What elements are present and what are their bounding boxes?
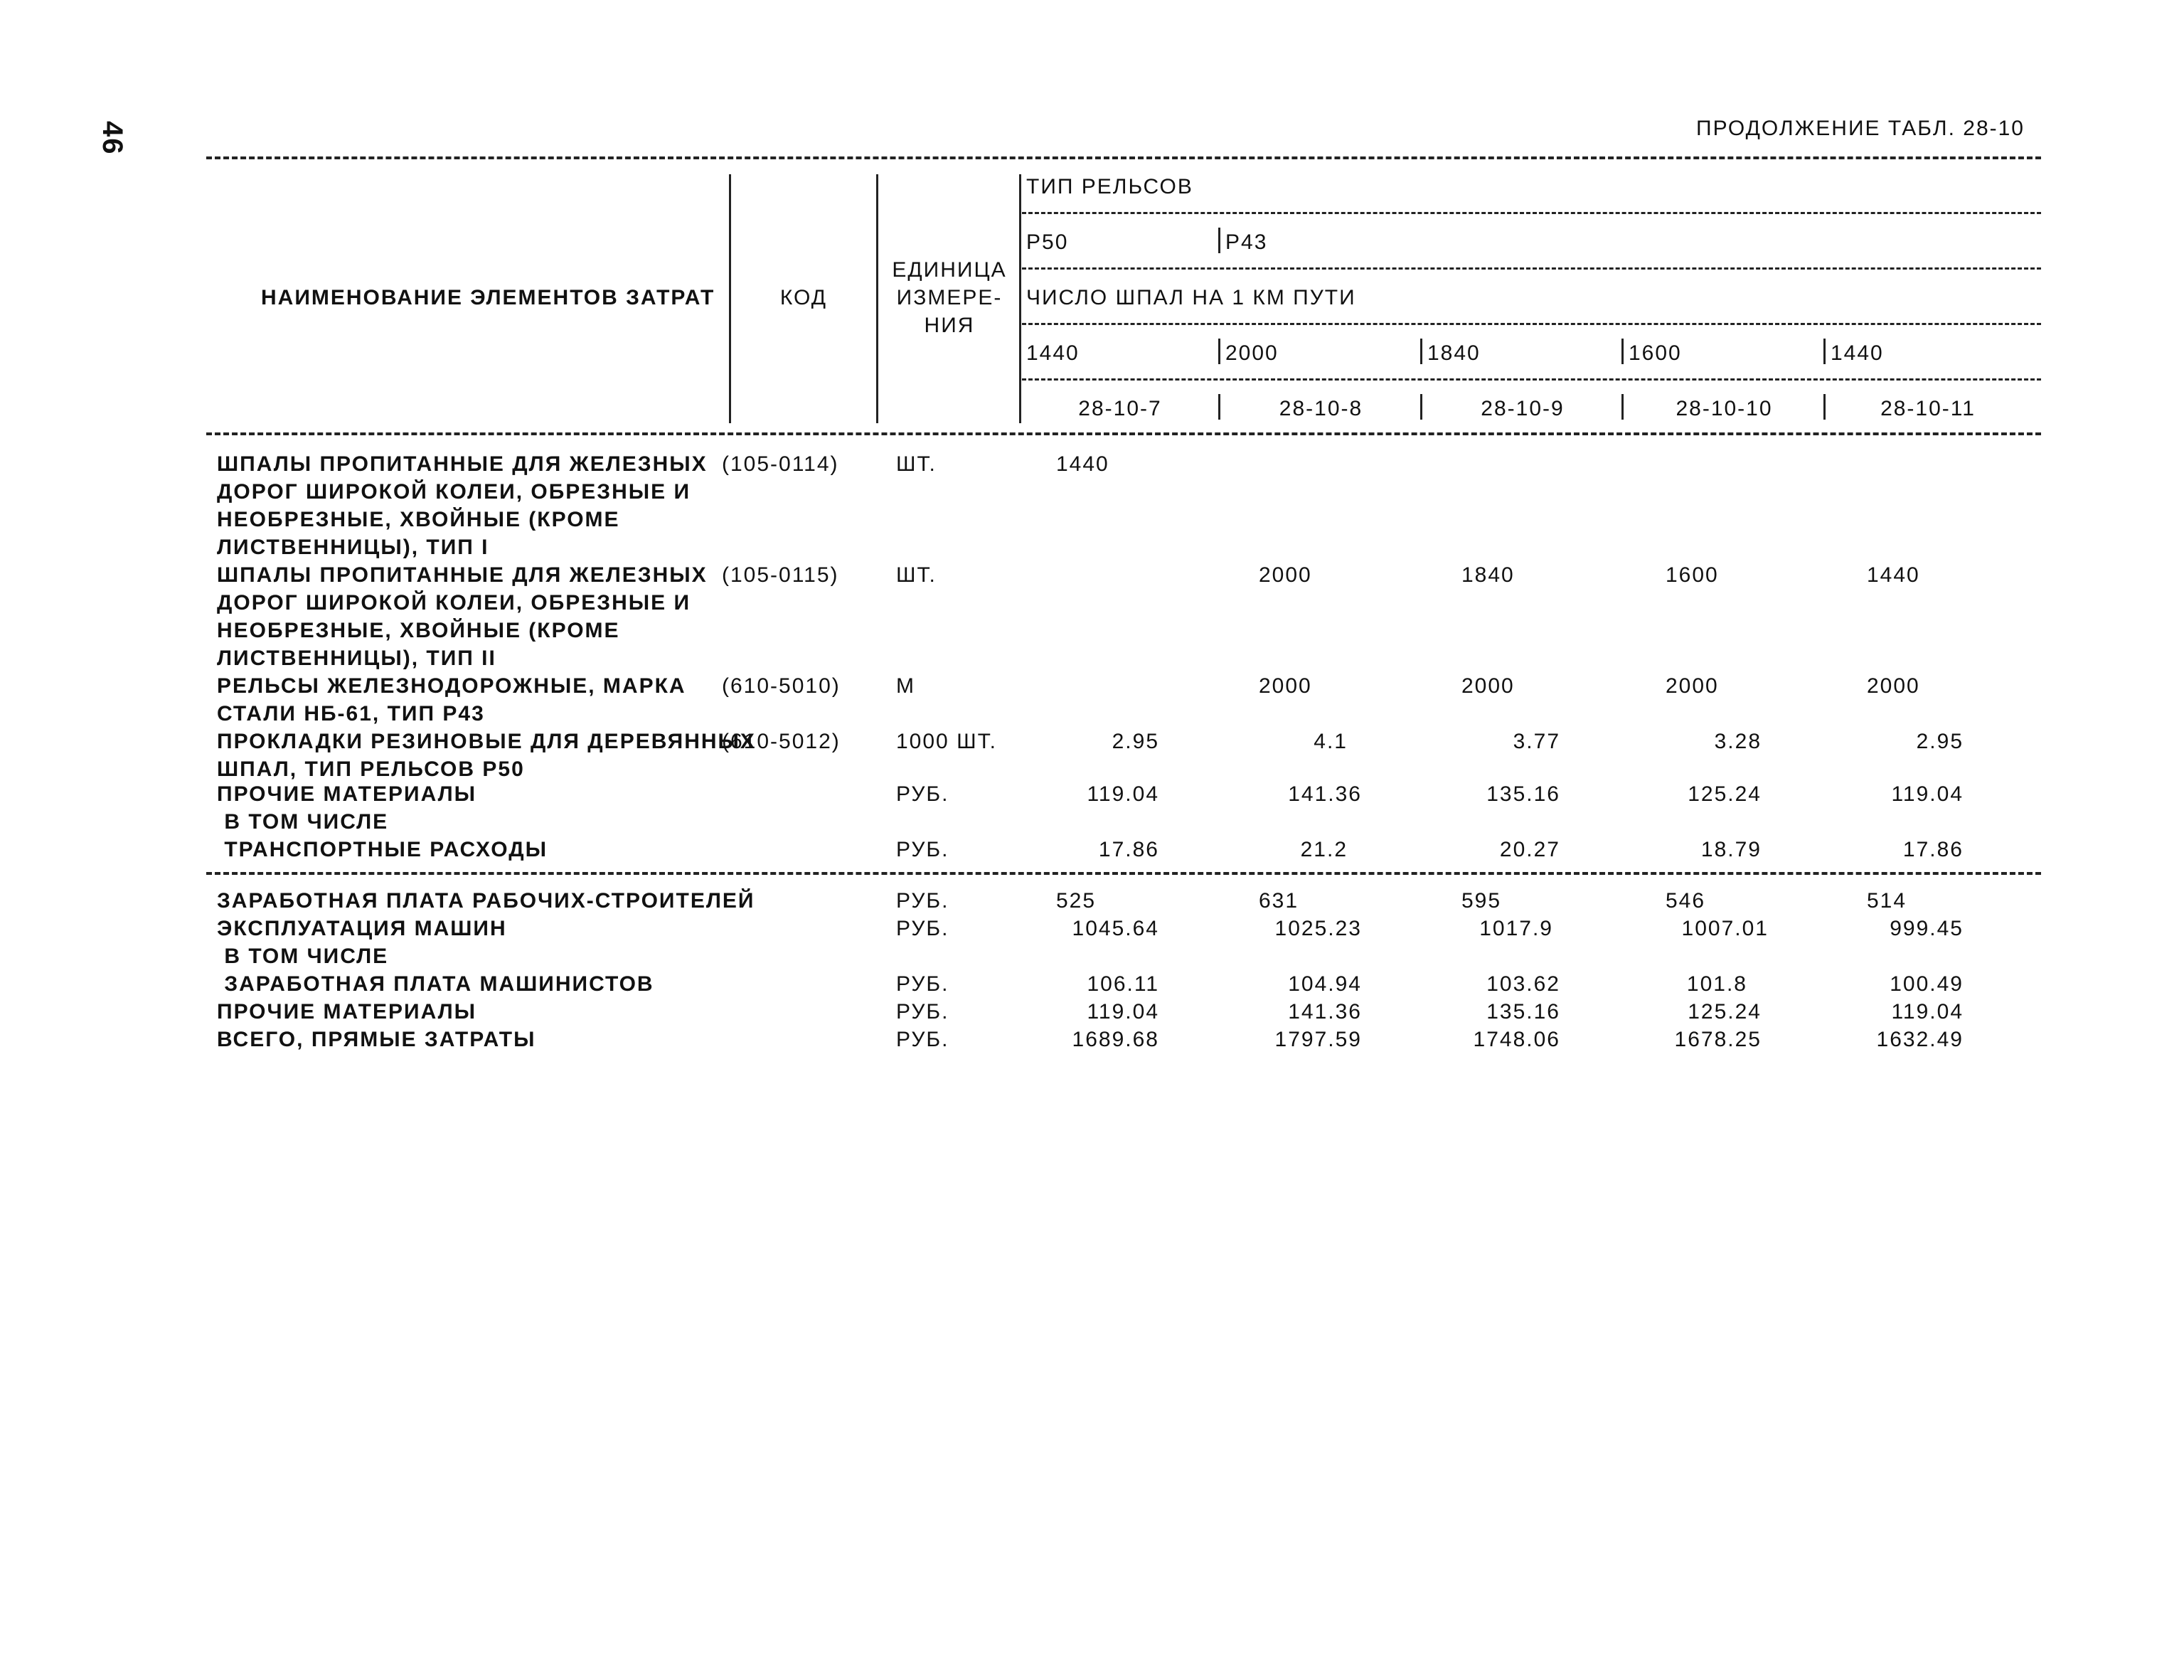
header-unit-line: ИЗМЕРЕ- (896, 286, 1003, 309)
cell-value: 2000 (1259, 674, 1312, 698)
item-name-line: НЕОБРЕЗНЫЕ, ХВОЙНЫЕ (КРОМЕ (217, 619, 620, 642)
column-code: 28-10-8 (1279, 397, 1363, 420)
cell-value: 4.1 (1314, 730, 1348, 753)
cell-value: 119.04 (1087, 1000, 1159, 1024)
cell-value: 546 (1666, 889, 1706, 913)
item-code: (105-0114) (722, 452, 839, 476)
cell-value: 141.36 (1288, 1000, 1362, 1024)
cell-value: 525 (1056, 889, 1097, 913)
cell-value: 2.95 (1916, 730, 1964, 753)
cell-value: 1632.49 (1876, 1028, 1964, 1051)
summary-label: ЭКСПЛУАТАЦИЯ МАШИН (217, 917, 507, 940)
item-unit: ШТ. (896, 563, 937, 587)
column-code: 28-10-10 (1676, 397, 1773, 420)
summary-label: В ТОМ ЧИСЛЕ (217, 945, 389, 968)
item-name-line: РЕЛЬСЫ ЖЕЛЕЗНОДОРОЖНЫЕ, МАРКА (217, 674, 686, 698)
header-divider (1420, 339, 1422, 364)
cell-value: 17.86 (1098, 838, 1159, 861)
cell-value: 1440 (1056, 452, 1109, 476)
sleeper-count: 1840 (1427, 341, 1481, 365)
cell-value: 101.8 (1686, 972, 1747, 996)
header-divider (1823, 339, 1826, 364)
item-name-line: ПРОЧИЕ МАТЕРИАЛЫ (217, 782, 477, 806)
summary-unit: РУБ. (896, 917, 949, 940)
cell-value: 106.11 (1087, 972, 1159, 996)
cell-value: 119.04 (1891, 782, 1964, 806)
cell-value: 2000 (1461, 674, 1515, 698)
cell-value: 2000 (1666, 674, 1719, 698)
column-code: 28-10-7 (1078, 397, 1162, 420)
cell-value: 3.77 (1513, 730, 1560, 753)
sleeper-count: 1440 (1831, 341, 1884, 365)
cell-value: 1797.59 (1274, 1028, 1362, 1051)
cell-value: 125.24 (1688, 1000, 1762, 1024)
header-divider (1218, 394, 1220, 420)
cell-value: 103.62 (1486, 972, 1560, 996)
header-divider (1621, 339, 1624, 364)
header-code: КОД (779, 286, 828, 309)
item-name-line: ТРАНСПОРТНЫЕ РАСХОДЫ (217, 838, 548, 861)
header-rail-p50: Р50 (1026, 230, 1069, 254)
cell-value: 119.04 (1087, 782, 1159, 806)
table-continuation-caption: ПРОДОЛЖЕНИЕ ТАБЛ. 28-10 (1696, 117, 2025, 140)
header-divider (876, 174, 878, 423)
item-name-line: ДОРОГ ШИРОКОЙ КОЛЕИ, ОБРЕЗНЫЕ И (217, 480, 691, 504)
cell-value: 514 (1867, 889, 1907, 913)
cell-value: 21.2 (1300, 838, 1348, 861)
item-name-line: ШПАЛЫ ПРОПИТАННЫЕ ДЛЯ ЖЕЛЕЗНЫХ (217, 563, 708, 587)
cell-value: 18.79 (1700, 838, 1762, 861)
cell-value: 20.27 (1499, 838, 1560, 861)
item-unit: М (896, 674, 915, 698)
item-unit: РУБ. (896, 838, 949, 861)
header-bottom-rule (206, 432, 2041, 435)
header-unit-line: ЕДИНИЦА (892, 258, 1007, 282)
header-divider (1218, 228, 1220, 253)
cell-value: 1007.01 (1681, 917, 1769, 940)
column-code: 28-10-11 (1880, 397, 1976, 420)
item-unit: РУБ. (896, 782, 949, 806)
item-name-line: В ТОМ ЧИСЛЕ (217, 810, 389, 834)
cell-value: 2000 (1867, 674, 1920, 698)
cell-value: 141.36 (1288, 782, 1362, 806)
cell-value: 595 (1461, 889, 1502, 913)
cell-value: 2.95 (1112, 730, 1159, 753)
cell-value: 999.45 (1890, 917, 1964, 940)
sleeper-count: 2000 (1225, 341, 1279, 365)
summary-label: ЗАРАБОТНАЯ ПЛАТА РАБОЧИХ-СТРОИТЕЛЕЙ (217, 889, 755, 913)
item-name-line: ЛИСТВЕННИЦЫ), ТИП II (217, 647, 496, 670)
header-subrule (1022, 212, 2041, 214)
sleeper-count: 1440 (1026, 341, 1080, 365)
header-unit-line: НИЯ (924, 314, 975, 337)
cell-value: 125.24 (1688, 782, 1762, 806)
cell-value: 17.86 (1902, 838, 1964, 861)
header-divider (1420, 394, 1422, 420)
cell-value: 1840 (1461, 563, 1515, 587)
item-name-line: ШПАЛЫ ПРОПИТАННЫЕ ДЛЯ ЖЕЛЕЗНЫХ (217, 452, 708, 476)
cell-value: 135.16 (1486, 782, 1560, 806)
header-subrule (1022, 378, 2041, 381)
item-unit: ШТ. (896, 452, 937, 476)
cell-value: 631 (1259, 889, 1299, 913)
summary-unit: РУБ. (896, 1028, 949, 1051)
cell-value: 100.49 (1890, 972, 1964, 996)
cell-value: 3.28 (1714, 730, 1762, 753)
item-code: (105-0115) (722, 563, 839, 587)
summary-unit: РУБ. (896, 1000, 949, 1024)
cell-value: 1748.06 (1473, 1028, 1560, 1051)
top-rule (206, 156, 2041, 159)
cell-value: 1017.9 (1479, 917, 1553, 940)
cell-value: 119.04 (1891, 1000, 1964, 1024)
summary-unit: РУБ. (896, 972, 949, 996)
cell-value: 1440 (1867, 563, 1920, 587)
item-name-line: ДОРОГ ШИРОКОЙ КОЛЕИ, ОБРЕЗНЫЕ И (217, 591, 691, 615)
summary-unit: РУБ. (896, 889, 949, 913)
item-code: (610-5012) (722, 730, 841, 753)
header-divider (729, 174, 731, 423)
cell-value: 104.94 (1288, 972, 1362, 996)
summary-label: ВСЕГО, ПРЯМЫЕ ЗАТРАТЫ (217, 1028, 536, 1051)
page-number: 46 (97, 121, 128, 156)
cell-value: 1600 (1666, 563, 1719, 587)
item-name-line: НЕОБРЕЗНЫЕ, ХВОЙНЫЕ (КРОМЕ (217, 508, 620, 531)
sleeper-count: 1600 (1629, 341, 1682, 365)
item-code: (610-5010) (722, 674, 841, 698)
summary-label: ПРОЧИЕ МАТЕРИАЛЫ (217, 1000, 477, 1024)
header-divider (1218, 339, 1220, 364)
cell-value: 1678.25 (1674, 1028, 1762, 1051)
item-name-line: СТАЛИ НБ-61, ТИП Р43 (217, 702, 485, 725)
cell-value: 1689.68 (1072, 1028, 1159, 1051)
header-divider (1621, 394, 1624, 420)
cell-value: 1025.23 (1274, 917, 1362, 940)
summary-label: ЗАРАБОТНАЯ ПЛАТА МАШИНИСТОВ (217, 972, 654, 996)
header-name: НАИМЕНОВАНИЕ ЭЛЕМЕНТОВ ЗАТРАТ (261, 286, 715, 309)
header-divider (1823, 394, 1826, 420)
cell-value: 1045.64 (1072, 917, 1159, 940)
column-code: 28-10-9 (1481, 397, 1565, 420)
item-name-line: ШПАЛ, ТИП РЕЛЬСОВ Р50 (217, 757, 525, 781)
header-divider (1019, 174, 1021, 423)
item-unit: 1000 ШТ. (896, 730, 997, 753)
header-sleepers-per-km: ЧИСЛО ШПАЛ НА 1 КМ ПУТИ (1026, 286, 1356, 309)
header-subrule (1022, 267, 2041, 270)
header-rail-p43: Р43 (1225, 230, 1268, 254)
cell-value: 135.16 (1486, 1000, 1560, 1024)
section-rule (206, 872, 2041, 875)
item-name-line: ПРОКЛАДКИ РЕЗИНОВЫЕ ДЛЯ ДЕРЕВЯННЫХ (217, 730, 756, 753)
header-subrule (1022, 323, 2041, 325)
item-name-line: ЛИСТВЕННИЦЫ), ТИП I (217, 536, 489, 559)
cell-value: 2000 (1259, 563, 1312, 587)
header-rail-type: ТИП РЕЛЬСОВ (1026, 175, 1193, 198)
